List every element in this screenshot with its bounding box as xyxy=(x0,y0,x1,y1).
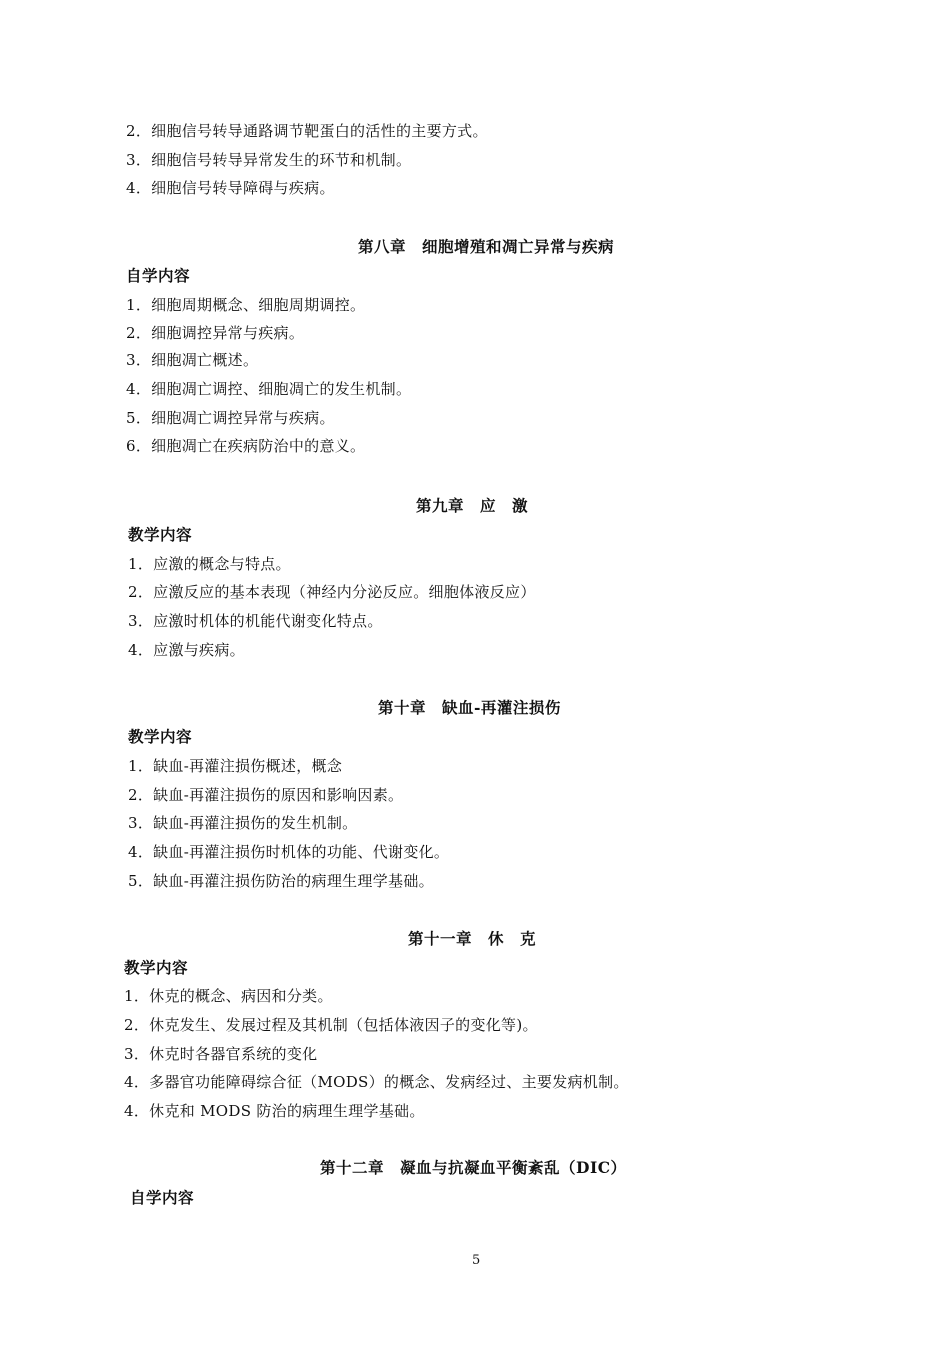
list-item: 2．缺血-再灌注损伤的原因和影响因素。 xyxy=(128,786,404,804)
list-item: 1．休克的概念、病因和分类。 xyxy=(124,987,333,1005)
list-item: 4．细胞凋亡调控、细胞凋亡的发生机制。 xyxy=(126,380,412,398)
list-item: 4．多器官功能障碍综合征（MODS）的概念、发病经过、主要发病机制。 xyxy=(124,1073,629,1091)
list-item: 4．休克和 MODS 防治的病理生理学基础。 xyxy=(124,1102,425,1120)
chapter-heading: 第十二章 凝血与抗凝血平衡紊乱（DIC） xyxy=(320,1158,627,1177)
list-item: 3．应激时机体的机能代谢变化特点。 xyxy=(128,612,383,630)
list-item: 3．缺血-再灌注损伤的发生机制。 xyxy=(128,814,358,832)
page-number: 5 xyxy=(472,1253,481,1268)
chapter-heading: 第十章 缺血-再灌注损伤 xyxy=(378,698,561,717)
section-label: 教学内容 xyxy=(128,525,193,544)
list-item: 2．应激反应的基本表现（神经内分泌反应。细胞体液反应） xyxy=(128,583,536,601)
list-item: 2．休克发生、发展过程及其机制（包括体液因子的变化等)。 xyxy=(124,1016,538,1034)
list-item: 1．应激的概念与特点。 xyxy=(128,555,291,573)
chapter-heading: 第八章 细胞增殖和凋亡异常与疾病 xyxy=(358,237,615,256)
list-item: 4．应激与疾病。 xyxy=(128,641,245,659)
chapter-heading: 第十一章 休 克 xyxy=(408,929,537,948)
list-item: 1．细胞周期概念、细胞周期调控。 xyxy=(126,296,366,314)
list-item: 5．细胞凋亡调控异常与疾病。 xyxy=(126,409,335,427)
section-label: 教学内容 xyxy=(124,958,189,977)
list-item: 2．细胞调控异常与疾病。 xyxy=(126,324,305,342)
list-item: 3．细胞信号转导异常发生的环节和机制。 xyxy=(126,151,412,169)
list-item: 6．细胞凋亡在疾病防治中的意义。 xyxy=(126,437,366,455)
list-item: 2．细胞信号转导通路调节靶蛋白的活性的主要方式。 xyxy=(126,122,488,140)
list-item: 5．缺血-再灌注损伤防治的病理生理学基础。 xyxy=(128,872,434,890)
list-item: 4．细胞信号转导障碍与疾病。 xyxy=(126,179,335,197)
section-label: 自学内容 xyxy=(126,266,191,285)
list-item: 3．细胞凋亡概述。 xyxy=(126,351,259,369)
list-item: 1．缺血-再灌注损伤概述，概念 xyxy=(128,757,343,775)
chapter-heading: 第九章 应 激 xyxy=(416,496,529,515)
section-label: 教学内容 xyxy=(128,727,193,746)
list-item: 3．休克时各器官系统的变化 xyxy=(124,1045,318,1063)
section-label: 自学内容 xyxy=(130,1188,195,1207)
list-item: 4．缺血-再灌注损伤时机体的功能、代谢变化。 xyxy=(128,843,450,861)
